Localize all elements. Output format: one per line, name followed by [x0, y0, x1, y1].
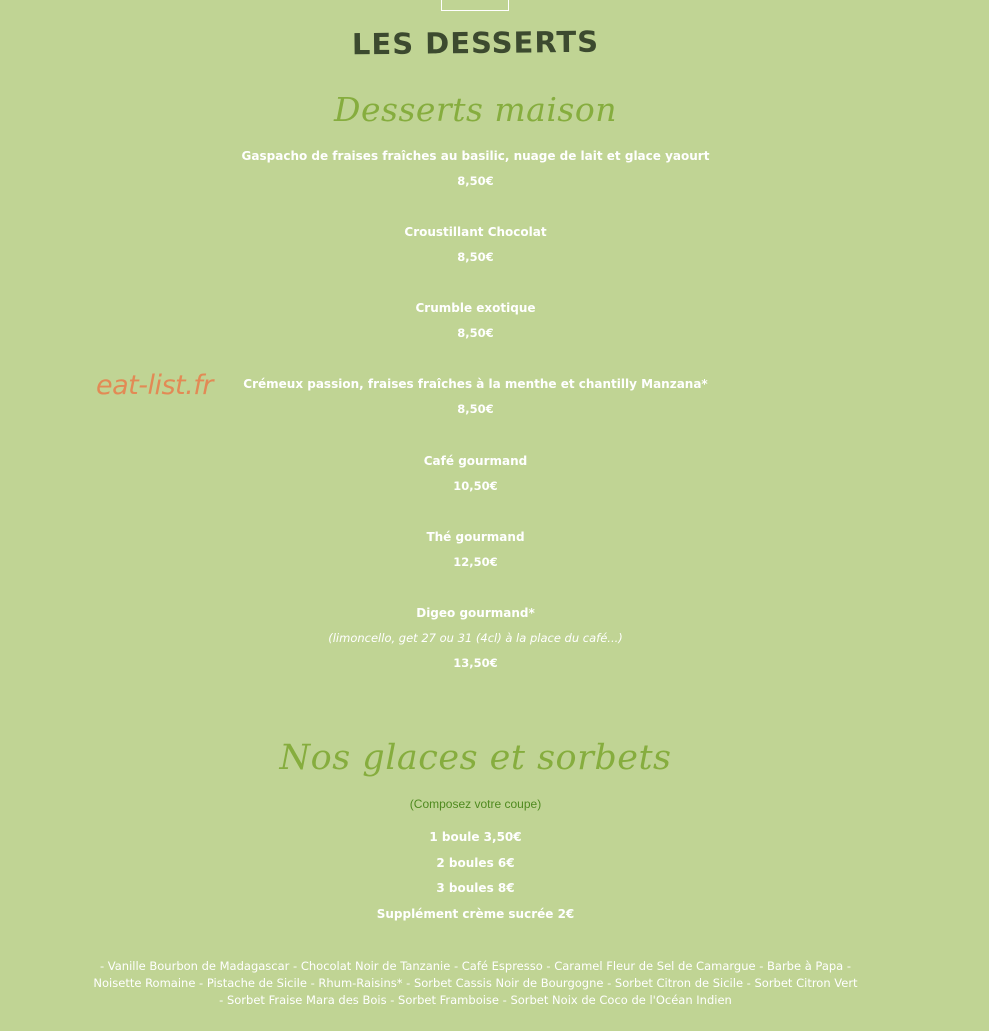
menu-item — [0, 301, 951, 341]
item-price: 13,50€ — [453, 656, 498, 670]
section-title-glaces-sorbets: Nos glaces et sorbets — [279, 738, 672, 778]
item-price: 8,50€ — [457, 402, 494, 416]
flavor-line: Noisette Romaine - Pistache de Sicile - Rhum-Raisins* - Sorbet Cassis Noir de Bourgogne - Sorbet Citron de Sicile - Sorbet Citron Vert — [93, 976, 858, 990]
section-title-desserts-maison: Desserts maison — [334, 90, 617, 129]
scoop-supplement: Supplément crème sucrée 2€ — [376, 906, 575, 921]
item-name: Crumble exotique — [415, 301, 536, 315]
menu-item — [0, 225, 951, 265]
header-box — [441, 0, 509, 11]
flavor-line: - Sorbet Fraise Mara des Bois - Sorbet Framboise - Sorbet Noix de Coco de l'Océan Indien — [219, 993, 732, 1007]
item-name: Crémeux passion, fraises fraîches à la menthe et chantilly Manzana* — [243, 377, 708, 391]
item-name: Croustillant Chocolat — [404, 225, 547, 239]
scoop-price-list — [0, 830, 951, 932]
item-name: Café gourmand — [423, 454, 528, 468]
flavor-list — [70, 958, 881, 1009]
section-subtitle: (Composez votre coupe) — [409, 797, 542, 811]
watermark: eat-list.fr — [96, 370, 213, 401]
flavor-line: - Vanille Bourbon de Madagascar - Chocolat Noir de Tanzanie - Café Espresso - Caramel Fleur de Sel de Camargue - Barbe à Papa - — [99, 959, 852, 973]
scoop-price: 2 boules 6€ — [436, 855, 515, 870]
menu-item — [0, 606, 951, 671]
item-price: 8,50€ — [457, 250, 494, 264]
scoop-price: 1 boule 3,50€ — [429, 830, 522, 844]
item-name: Digeo gourmand* — [416, 606, 535, 620]
item-note: (limoncello, get 27 ou 31 (4cl) à la place du café...) — [328, 631, 623, 645]
item-price: 12,50€ — [453, 555, 498, 569]
item-price: 8,50€ — [457, 174, 494, 188]
menu-item — [0, 454, 951, 494]
menu-item — [0, 530, 951, 570]
item-name: Thé gourmand — [426, 530, 525, 544]
menu-item — [0, 149, 951, 189]
item-price: 8,50€ — [457, 326, 494, 340]
item-name: Gaspacho de fraises fraîches au basilic, nuage de lait et glace yaourt — [241, 149, 710, 163]
scoop-price: 3 boules 8€ — [436, 881, 515, 895]
item-price: 10,50€ — [453, 479, 498, 493]
page-title: LES DESSERTS — [351, 24, 600, 62]
